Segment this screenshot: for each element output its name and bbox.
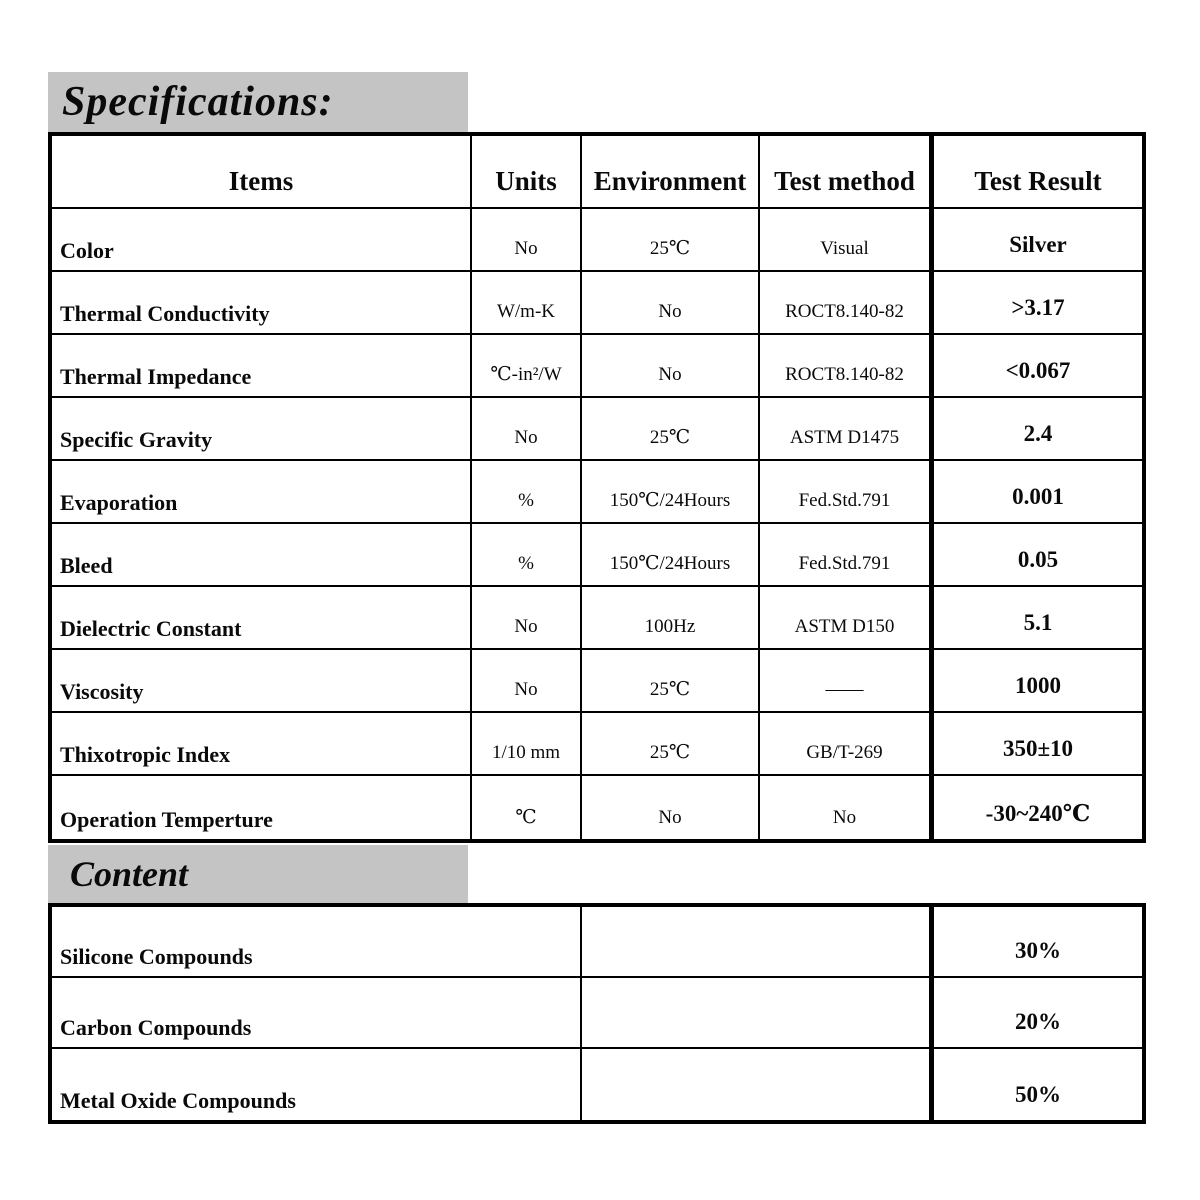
cell-content-result: 50% [1015, 1082, 1061, 1107]
cell-units: 1/10 mm [472, 713, 582, 776]
cell-environment: 150℃/24Hours [582, 461, 760, 524]
header-environment: Environment [582, 136, 760, 209]
cell-units: No [472, 209, 582, 272]
cell-content-middle [582, 1049, 934, 1120]
cell-environment: 25℃ [582, 209, 760, 272]
cell-units: No [472, 587, 582, 650]
cell-test-method: No [760, 776, 934, 839]
cell-content-middle [582, 907, 934, 978]
cell-item: Bleed [52, 524, 472, 587]
specifications-banner [48, 72, 468, 132]
cell-content-result: 30% [934, 907, 1142, 978]
cell-test-method: —— [760, 650, 934, 713]
cell-test-method: Fed.Std.791 [760, 461, 934, 524]
cell-environment: No [582, 776, 760, 839]
cell-item: Specific Gravity [52, 398, 472, 461]
content-table [48, 903, 1146, 1124]
specifications-table [48, 132, 1146, 843]
cell-test-result: Silver [934, 209, 1142, 272]
cell-environment: No [582, 272, 760, 335]
cell-test-result: 0.001 [934, 461, 1142, 524]
cell-test-method: ASTM D1475 [760, 398, 934, 461]
cell-environment: 25℃ [582, 713, 760, 776]
header-test-method: Test method [760, 136, 934, 209]
cell-test-result: -30~240℃ [985, 801, 1091, 826]
cell-environment: No [582, 335, 760, 398]
cell-test-result: 350±10 [934, 713, 1142, 776]
cell-item: Thixotropic Index [52, 713, 472, 776]
header-items: Items [52, 136, 472, 209]
cell-item: Viscosity [52, 650, 472, 713]
cell-environment: 150℃/24Hours [582, 524, 760, 587]
cell-test-method: ROCT8.140-82 [760, 335, 934, 398]
cell-environment: 100Hz [582, 587, 760, 650]
cell-content-middle [582, 978, 934, 1049]
cell-test-result: 0.05 [934, 524, 1142, 587]
cell-test-result: 1000 [934, 650, 1142, 713]
cell-item: Operation Temperture [52, 776, 472, 839]
cell-units: No [472, 398, 582, 461]
cell-item: Thermal Impedance [52, 335, 472, 398]
cell-test-result: 2.4 [934, 398, 1142, 461]
cell-test-method: Fed.Std.791 [760, 524, 934, 587]
cell-test-method: GB/T-269 [760, 713, 934, 776]
cell-environment: 25℃ [582, 650, 760, 713]
cell-test-method: Visual [760, 209, 934, 272]
cell-content-result: 20% [934, 978, 1142, 1049]
cell-units: ℃-in²/W [472, 335, 582, 398]
cell-item: Dielectric Constant [52, 587, 472, 650]
cell-test-method: ASTM D150 [760, 587, 934, 650]
content-title: Content [70, 854, 189, 894]
cell-units: % [472, 461, 582, 524]
cell-units: W/m-K [472, 272, 582, 335]
cell-environment: 25℃ [582, 398, 760, 461]
cell-item: Evaporation [52, 461, 472, 524]
cell-content-item: Metal Oxide Compounds [52, 1049, 582, 1120]
cell-test-result: <0.067 [934, 335, 1142, 398]
cell-units: No [472, 650, 582, 713]
header-units: Units [472, 136, 582, 209]
cell-test-result: 5.1 [934, 587, 1142, 650]
specifications-title: Specifications: [62, 79, 334, 125]
cell-test-result: >3.17 [934, 272, 1142, 335]
cell-item: Color [52, 209, 472, 272]
content-banner [48, 845, 468, 903]
header-test-result: Test Result [934, 136, 1142, 209]
cell-item: Thermal Conductivity [52, 272, 472, 335]
cell-units: % [472, 524, 582, 587]
cell-test-method: ROCT8.140-82 [760, 272, 934, 335]
cell-content-item: Carbon Compounds [52, 978, 582, 1049]
cell-content-item: Silicone Compounds [52, 907, 582, 978]
cell-units: ℃ [472, 776, 582, 839]
